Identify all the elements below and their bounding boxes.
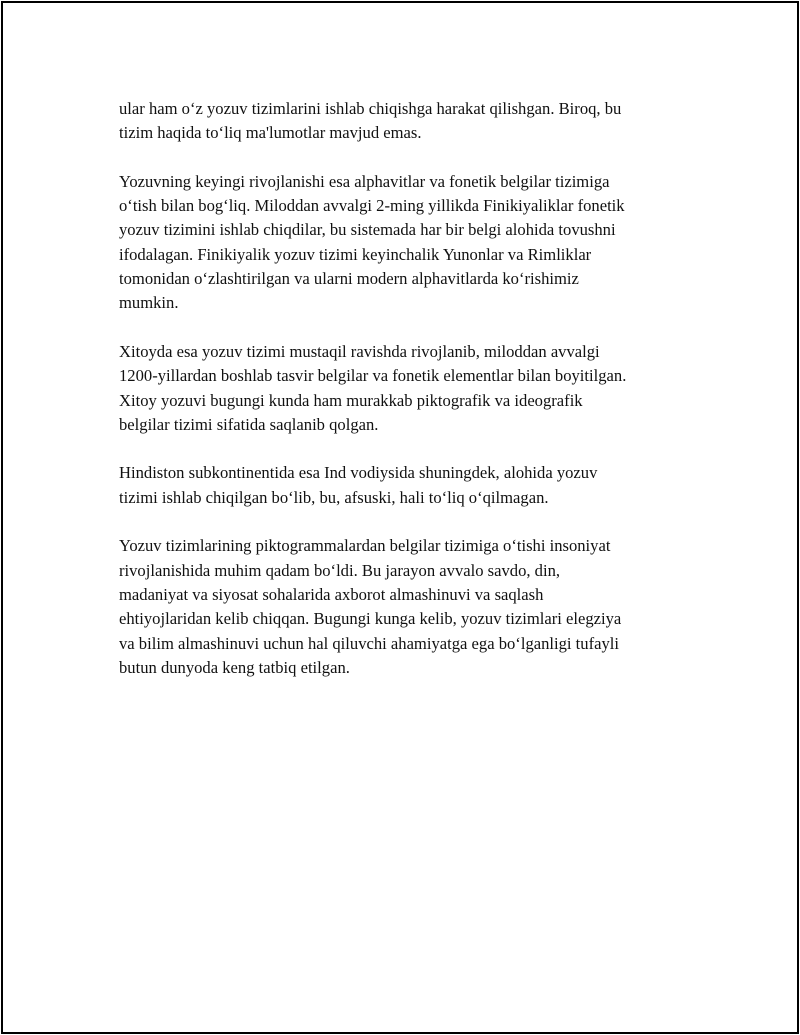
paragraph-line: o‘tish bilan bog‘liq. Miloddan avvalgi 2-ming yillikda Finikiyaliklar fonetik <box>119 196 625 216</box>
paragraph-line: va bilim almashinuvi uchun hal qiluvchi ahamiyatga ega bo‘lganligi tufayli <box>119 633 619 653</box>
paragraph-line: Xitoyda esa yozuv tizimi mustaqil ravishda rivojlanib, miloddan avvalgi <box>119 341 600 361</box>
paragraph-line: yozuv tizimini ishlab chiqdilar, bu sistemada har bir belgi alohida tovushni <box>119 220 616 240</box>
paragraph-3 <box>119 340 699 437</box>
paragraph-line: tomonidan o‘zlashtirilgan va ularni modern alphavitlarda ko‘rishimiz <box>119 269 579 289</box>
document-page <box>1 1 799 1034</box>
paragraph-line: butun dunyoda keng tatbiq etilgan. <box>119 657 350 677</box>
paragraph-line: mumkin. <box>119 293 179 313</box>
paragraph-line: Yozuv tizimlarining piktogrammalardan belgilar tizimiga o‘tishi insoniyat <box>119 536 611 556</box>
paragraph-line: Xitoy yozuvi bugungi kunda ham murakkab piktografik va ideografik <box>119 390 583 410</box>
document-body <box>119 97 699 704</box>
paragraph-line: tizim haqida to‘liq ma'lumotlar mavjud emas. <box>119 123 422 143</box>
paragraph-2 <box>119 170 699 316</box>
paragraph-4 <box>119 461 699 510</box>
paragraph-line: belgilar tizimi sifatida saqlanib qolgan. <box>119 414 379 434</box>
paragraph-line: madaniyat va siyosat sohalarida axborot almashinuvi va saqlash <box>119 584 544 604</box>
paragraph-1 <box>119 97 699 146</box>
paragraph-line: ular ham o‘z yozuv tizimlarini ishlab chiqishga harakat qilishgan. Biroq, bu <box>119 99 622 118</box>
paragraph-line: Yozuvning keyingi rivojlanishi esa alphavitlar va fonetik belgilar tizimiga <box>119 171 610 191</box>
paragraph-line: 1200-yillardan boshlab tasvir belgilar va fonetik elementlar bilan boyitilgan. <box>119 366 627 386</box>
paragraph-5 <box>119 534 699 680</box>
paragraph-line: ehtiyojlaridan kelib chiqqan. Bugungi kunga kelib, yozuv tizimlari elegziya <box>119 609 622 629</box>
paragraph-line: Hindiston subkontinentida esa Ind vodiysida shuningdek, alohida yozuv <box>119 463 598 483</box>
paragraph-line: rivojlanishida muhim qadam bo‘ldi. Bu jarayon avvalo savdo, din, <box>119 560 561 580</box>
paragraph-line: tizimi ishlab chiqilgan bo‘lib, bu, afsuski, hali to‘liq o‘qilmagan. <box>119 487 549 507</box>
paragraph-line: ifodalagan. Finikiyalik yozuv tizimi keyinchalik Yunonlar va Rimliklar <box>119 244 592 264</box>
